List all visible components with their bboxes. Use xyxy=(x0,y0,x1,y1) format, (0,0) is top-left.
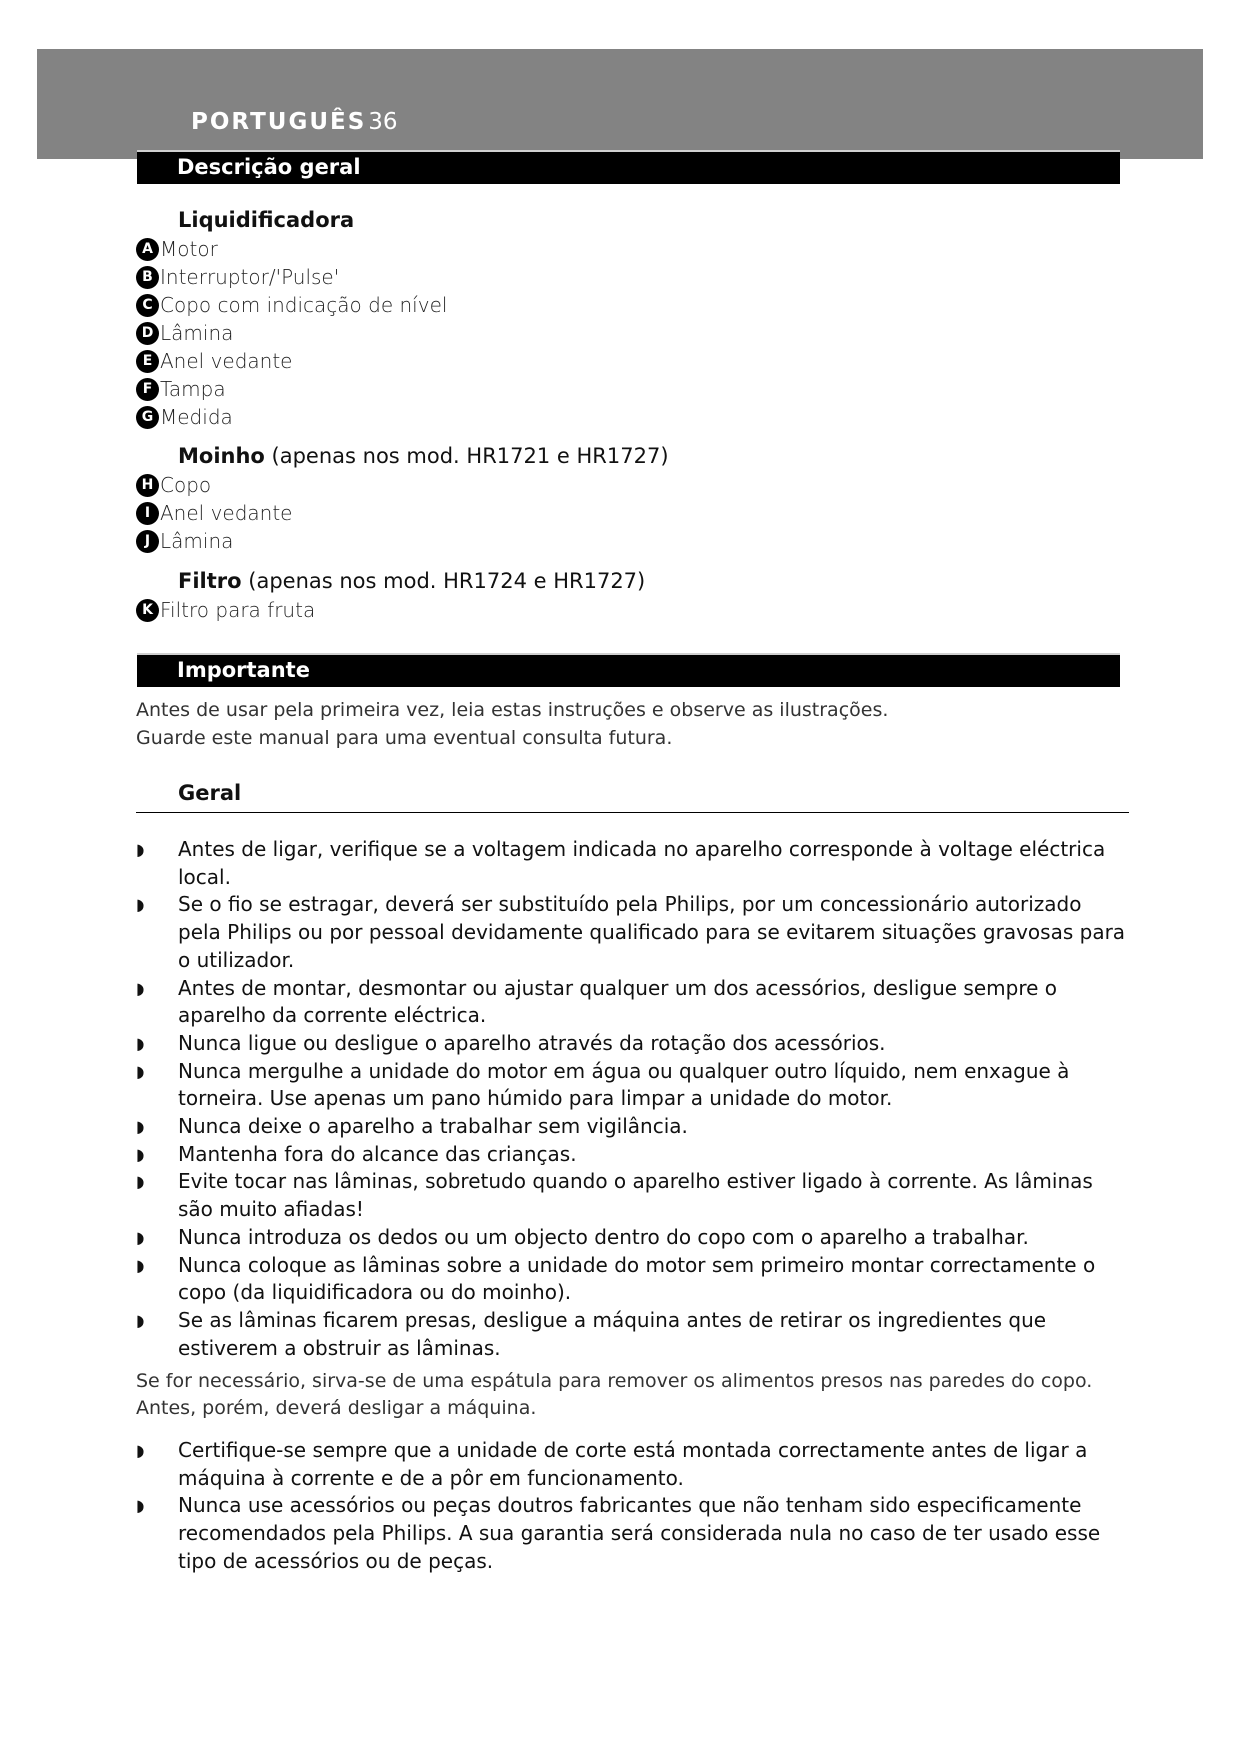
bullet-icon: ◗ xyxy=(136,978,145,998)
part-item xyxy=(136,499,293,527)
section-bar-important xyxy=(137,653,1120,687)
general-heading xyxy=(178,781,241,805)
bullet-text: Nunca introduza os dedos ou um objecto dentro do copo com o aparelho a trabalhar. xyxy=(178,1224,1029,1249)
bullet-item xyxy=(136,1224,1126,1252)
part-label: Copo com indicação de nível xyxy=(160,293,448,317)
page-number: 36 xyxy=(368,109,398,135)
mill-heading xyxy=(178,444,669,468)
bullet-icon: ◗ xyxy=(136,895,145,915)
letter-badge: J xyxy=(136,530,159,553)
intro-line-2: Guarde este manual para uma eventual consulta futura. xyxy=(136,727,673,749)
letter-badge: G xyxy=(136,406,159,429)
bullet-item xyxy=(136,1168,1126,1223)
bullet-text: Nunca mergulhe a unidade do motor em água ou qualquer outro líquido, nem enxague à torneira. Use apenas um pano húmido para limpar a unidade do motor. xyxy=(178,1058,1070,1111)
filter-note: (apenas nos mod. HR1724 e HR1727) xyxy=(241,569,646,593)
intro-line-1: Antes de usar pela primeira vez, leia estas instruções e observe as ilustrações. xyxy=(136,699,889,721)
letter-badge: E xyxy=(136,350,159,373)
part-item xyxy=(136,291,447,319)
bullet-icon: ◗ xyxy=(136,1033,145,1053)
mill-parts-list xyxy=(136,471,293,555)
safety-bullets-b xyxy=(136,1437,1126,1576)
language-label: PORTUGUÊS xyxy=(191,109,367,135)
blender-heading xyxy=(178,208,354,232)
letter-badge: K xyxy=(136,599,159,622)
bullet-item xyxy=(136,1437,1126,1492)
part-label: Lâmina xyxy=(160,321,234,345)
bullet-item xyxy=(136,1058,1126,1113)
bullet-icon: ◗ xyxy=(136,1255,145,1275)
bullet-text: Nunca use acessórios ou peças doutros fabricantes que não tenham sido especificamente recomendados pela Philips. A sua garantia será considerada nula no caso de ter usado esse tipo de acessórios ou de peças. xyxy=(178,1493,1101,1573)
bullet-item xyxy=(136,1113,1126,1141)
filter-title: Filtro xyxy=(178,569,242,593)
section-title-important: Importante xyxy=(177,658,310,682)
bullet-icon: ◗ xyxy=(136,1117,145,1137)
bullet-text: Se as lâminas ficarem presas, desligue a máquina antes de retirar os ingredientes que estiverem a obstruir as lâminas. xyxy=(178,1307,1047,1360)
letter-badge: H xyxy=(136,474,159,497)
part-label: Lâmina xyxy=(160,529,234,553)
bullet-icon: ◗ xyxy=(136,1496,145,1516)
bullet-icon: ◗ xyxy=(136,1441,145,1460)
part-label: Medida xyxy=(160,405,233,429)
section-title-overview: Descrição geral xyxy=(177,155,361,179)
part-label: Anel vedante xyxy=(160,501,293,525)
bullet-text: Antes de ligar, verifique se a voltagem indicada no aparelho corresponde à voltage eléctrica local. xyxy=(178,837,1106,889)
section-bar-overview xyxy=(137,150,1120,184)
bullet-item xyxy=(136,836,1126,891)
bullet-text: Evite tocar nas lâminas, sobretudo quando o aparelho estiver ligado à corrente. As lâminas são muito afiadas! xyxy=(178,1169,1093,1222)
bullet-text: Nunca ligue ou desligue o aparelho através da rotação dos acessórios. xyxy=(178,1030,886,1055)
filter-parts-list xyxy=(136,596,315,624)
bullet-item xyxy=(136,1307,1126,1362)
part-item xyxy=(136,319,447,347)
bullet-item xyxy=(136,1030,1126,1058)
letter-badge: D xyxy=(136,322,159,345)
part-label: Filtro para fruta xyxy=(160,598,316,622)
page-header xyxy=(191,109,398,135)
filter-heading xyxy=(178,569,645,593)
bullet-icon: ◗ xyxy=(136,1172,145,1192)
bullet-text: Nunca coloque as lâminas sobre a unidade do motor sem primeiro montar correctamente o copo (da liquidificadora ou do moinho). xyxy=(178,1252,1096,1305)
safety-bullets-a xyxy=(136,836,1126,1362)
letter-badge: B xyxy=(136,266,159,289)
mill-note: (apenas nos mod. HR1721 e HR1727) xyxy=(264,444,669,468)
bullet-text: Se o fio se estragar, deverá ser substituído pela Philips, por um concessionário autorizado pela Philips ou por pessoal devidamente qualificado para se evitarem situações gravosas para o utilizador. xyxy=(178,892,1126,972)
bullet-text: Antes de montar, desmontar ou ajustar qualquer um dos acessórios, desligue sempre o aparelho da corrente eléctrica. xyxy=(178,975,1058,1028)
part-item xyxy=(136,347,447,375)
bullet-item xyxy=(136,891,1126,974)
part-label: Tampa xyxy=(160,377,226,401)
blender-parts-list xyxy=(136,235,447,431)
general-rule xyxy=(136,812,1129,813)
bullet-icon: ◗ xyxy=(136,1144,145,1164)
part-item xyxy=(136,471,293,499)
part-item xyxy=(136,596,315,624)
bullet-icon: ◗ xyxy=(136,1227,145,1247)
letter-badge: I xyxy=(136,502,159,525)
bullet-item xyxy=(136,1141,1126,1169)
mill-title: Moinho xyxy=(178,444,265,468)
bullet-text: Nunca deixe o aparelho a trabalhar sem vigilância. xyxy=(178,1114,688,1139)
bullet-item xyxy=(136,1492,1126,1575)
part-item xyxy=(136,235,447,263)
part-item xyxy=(136,403,447,431)
part-label: Anel vedante xyxy=(160,349,293,373)
bullet-icon: ◗ xyxy=(136,840,145,859)
part-label: Motor xyxy=(160,237,218,261)
letter-badge: C xyxy=(136,294,159,317)
part-item xyxy=(136,527,293,555)
part-item xyxy=(136,375,447,403)
letter-badge: F xyxy=(136,378,159,401)
part-label: Interruptor/'Pulse' xyxy=(160,265,340,289)
part-label: Copo xyxy=(160,473,212,497)
blender-title: Liquidificadora xyxy=(178,208,355,232)
letter-badge: A xyxy=(136,238,159,261)
bullet-icon: ◗ xyxy=(136,1310,145,1330)
spatula-note-1: Se for necessário, sirva-se de uma espátula para remover os alimentos presos nas paredes do copo. xyxy=(136,1370,1093,1392)
bullet-text: Mantenha fora do alcance das crianças. xyxy=(178,1141,577,1166)
bullet-item xyxy=(136,1252,1126,1307)
part-item xyxy=(136,263,447,291)
bullet-icon: ◗ xyxy=(136,1061,145,1081)
bullet-item xyxy=(136,975,1126,1030)
spatula-note-2: Antes, porém, deverá desligar a máquina. xyxy=(136,1397,537,1419)
general-title: Geral xyxy=(178,781,242,805)
header-band xyxy=(37,49,1203,159)
bullet-text: Certifique-se sempre que a unidade de corte está montada correctamente antes de ligar a máquina à corrente e de a pôr em funcionamento. xyxy=(178,1438,1088,1490)
